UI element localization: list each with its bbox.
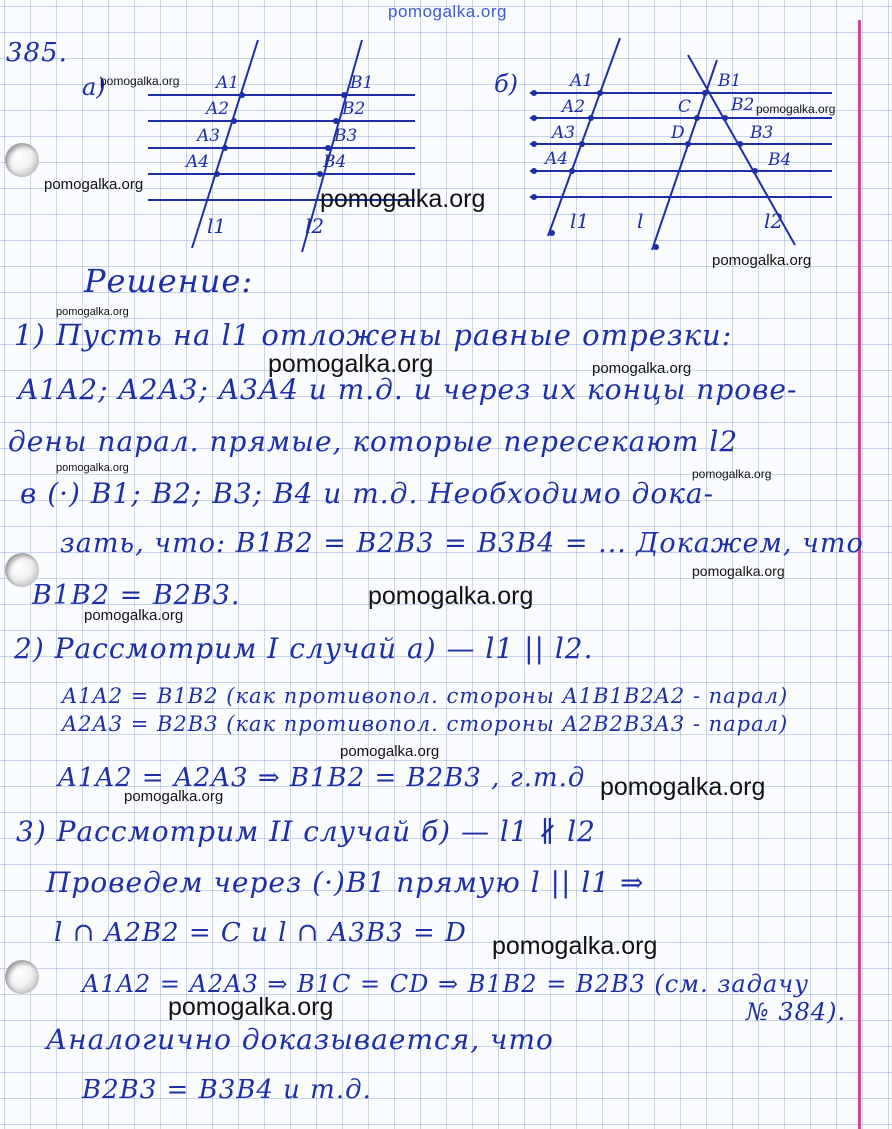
problem-number: 385. bbox=[6, 38, 68, 68]
point-label: A2 bbox=[562, 97, 586, 117]
watermark: pomogalka.org bbox=[168, 993, 334, 1021]
solution-line: A1A2 = B1B2 (как противопол. стороны A1B1B2A2 - парал) bbox=[62, 684, 789, 708]
watermark: pomogalka.org bbox=[44, 176, 144, 193]
watermark: pomogalka.org bbox=[56, 306, 129, 318]
solution-line: 3) Рассмотрим II случай б) — l1 ∦ l2 bbox=[16, 815, 596, 848]
line-label: l2 bbox=[764, 209, 784, 233]
line-label: l bbox=[637, 209, 644, 233]
watermark: pomogalka.org bbox=[340, 743, 440, 760]
point-label: A4 bbox=[545, 149, 569, 169]
solution-line: 2) Рассмотрим I случай а) — l1 || l2. bbox=[14, 632, 594, 665]
solution-line: B1B2 = B2B3. bbox=[32, 580, 241, 611]
watermark: pomogalka.org bbox=[692, 467, 772, 481]
point-label: B3 bbox=[750, 123, 774, 143]
point-label: A1 bbox=[216, 73, 240, 93]
point-label: A3 bbox=[552, 123, 576, 143]
point-label: C bbox=[678, 97, 692, 117]
figure-a-label: а) bbox=[82, 73, 106, 101]
watermark: pomogalka.org bbox=[600, 773, 766, 801]
point-label: D bbox=[671, 123, 685, 143]
point-label: A3 bbox=[197, 126, 221, 146]
figure-b-label: б) bbox=[494, 70, 519, 98]
solution-line: 1) Пусть на l1 отложены равные отрезки: bbox=[14, 318, 733, 352]
watermark: pomogalka.org bbox=[756, 102, 836, 116]
solution-line: зать, что: B1B2 = B2B3 = B3B4 = ... Докажем, что bbox=[60, 528, 864, 559]
solution-heading: Решение: bbox=[84, 262, 254, 300]
solution-line: B2B3 = B3B4 и т.д. bbox=[82, 1075, 372, 1105]
watermark: pomogalka.org bbox=[712, 252, 812, 269]
point-label: A1 bbox=[570, 71, 594, 91]
point-label: B3 bbox=[334, 126, 358, 146]
watermark: pomogalka.org bbox=[368, 582, 534, 610]
point-label: A2 bbox=[206, 99, 230, 119]
watermark: pomogalka.org bbox=[84, 607, 184, 624]
point-label: B1 bbox=[718, 71, 742, 91]
watermark: pomogalka.org bbox=[124, 788, 224, 805]
watermark: pomogalka.org bbox=[692, 563, 785, 579]
watermark: pomogalka.org bbox=[100, 74, 180, 88]
solution-line: Проведем через (·)B1 прямую l || l1 ⇒ bbox=[46, 866, 645, 899]
solution-line: A1A2 = A2A3 ⇒ B1C = CD ⇒ B1B2 = B2B3 (см. задачу bbox=[82, 970, 810, 998]
point-label: B4 bbox=[323, 152, 347, 172]
line-label: l2 bbox=[305, 214, 325, 238]
point-label: B2 bbox=[342, 99, 366, 119]
figures bbox=[0, 0, 892, 270]
figure-a-lines bbox=[148, 40, 415, 252]
line-label: l1 bbox=[207, 214, 227, 238]
watermark: pomogalka.org bbox=[268, 350, 434, 378]
solution-line: Аналогично доказывается, что bbox=[46, 1023, 554, 1056]
solution-line: № 384). bbox=[746, 998, 847, 1026]
point-label: B1 bbox=[350, 73, 374, 93]
site-header[interactable]: pomogalka.org bbox=[388, 2, 507, 21]
point-label: B4 bbox=[768, 150, 792, 170]
solution-line: дены парал. прямые, которые пересекают l2 bbox=[8, 425, 739, 458]
point-label: B2 bbox=[731, 95, 755, 115]
solution-line: A2A3 = B2B3 (как противопол. стороны A2B2B3A3 - парал) bbox=[62, 712, 789, 736]
line-label: l1 bbox=[570, 209, 590, 233]
solution-line: A1A2 = A2A3 ⇒ B1B2 = B2B3 , г.т.д bbox=[58, 763, 586, 793]
solution-line: A1A2; A2A3; A3A4 и т.д. и через их концы прове- bbox=[18, 373, 798, 406]
watermark: pomogalka.org bbox=[56, 462, 129, 474]
solution-line: в (·) B1; B2; B3; B4 и т.д. Необходимо дока- bbox=[20, 477, 715, 510]
watermark: pomogalka.org bbox=[592, 360, 692, 377]
punch-hole bbox=[5, 960, 39, 994]
watermark: pomogalka.org bbox=[492, 932, 658, 960]
point-label: A4 bbox=[186, 152, 210, 172]
watermark: pomogalka.org bbox=[320, 185, 486, 213]
solution-line: l ∩ A2B2 = C и l ∩ A3B3 = D bbox=[54, 918, 467, 948]
